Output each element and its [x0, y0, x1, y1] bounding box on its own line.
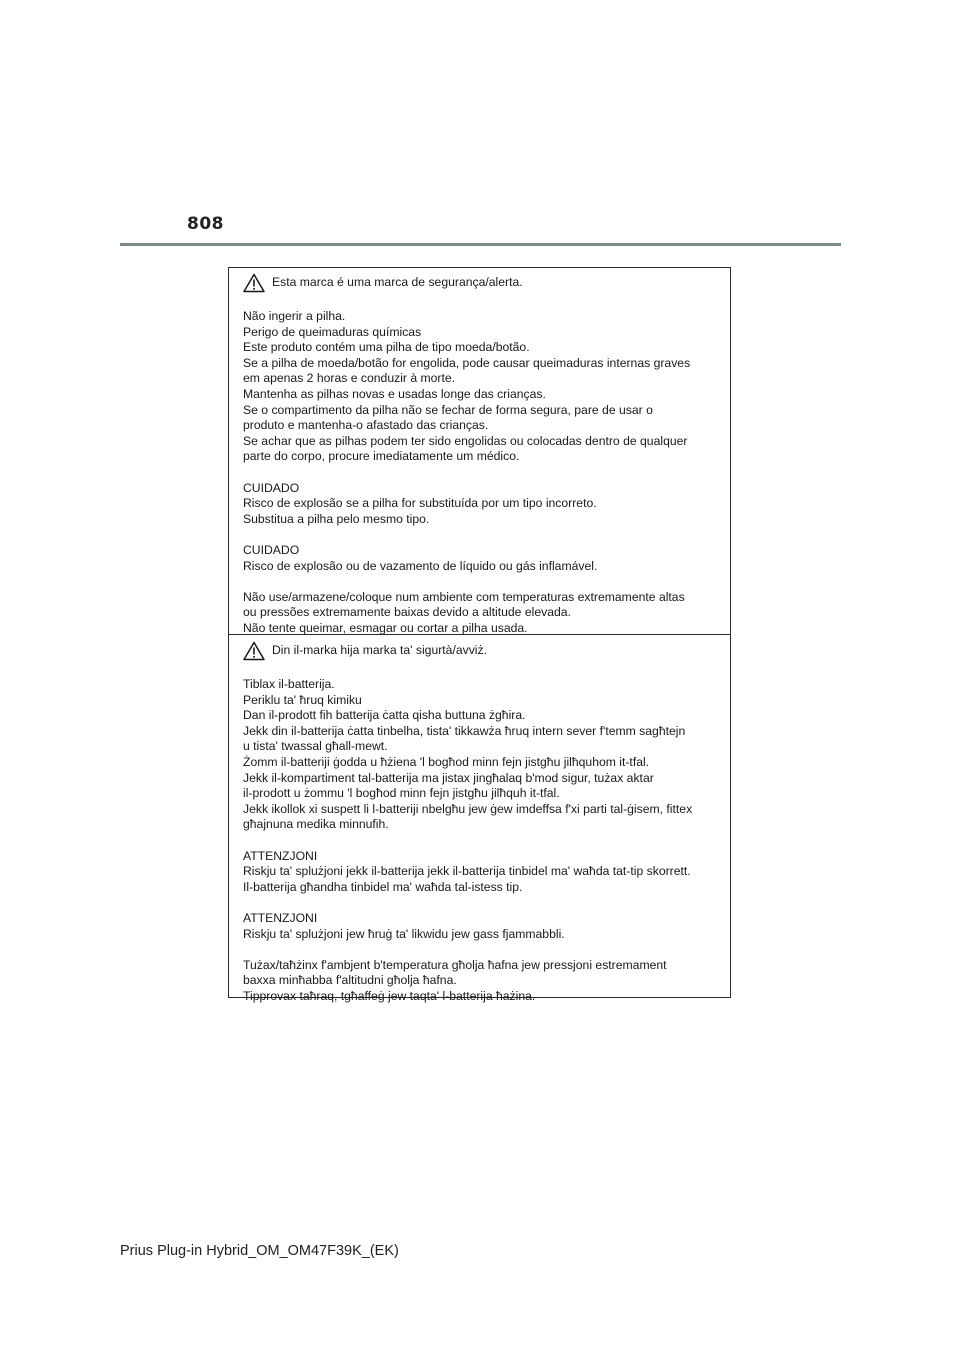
text-line: baxxa minħabba f'altitudni għolja ħafna. [243, 973, 457, 988]
text-line: Tipprovax taħraq, tgħaffeġ jew taqta' l-batterija ħażina. [243, 988, 536, 1003]
text-line: Dan il-prodott fih batterija ċatta qisha buttuna żgħira. [243, 708, 526, 723]
paragraph-caution-leak [243, 911, 716, 942]
warning-label: Din il-marka hija marka ta' sigurtà/avviż. [272, 643, 487, 657]
battery-safety-notice [228, 267, 731, 1003]
warning-label: Esta marca é uma marca de segurança/alerta. [272, 275, 523, 289]
text-line: Não use/armazene/coloque num ambiente com temperaturas extremamente altas [243, 589, 685, 604]
maltese-section [229, 634, 730, 1003]
text-line: Se o compartimento da pilha não se fechar de forma segura, pare de usar o [243, 402, 653, 417]
text-line: Riskju ta' splużjoni jew ħruġ ta' likwidu jew gass fjammabbli. [243, 926, 565, 941]
warning-label-row [243, 271, 716, 297]
text-line: Tiblax il-batterija. [243, 677, 335, 691]
text-line: CUIDADO [243, 542, 300, 557]
document-footer: Prius Plug-in Hybrid_OM_OM47F39K_(EK) [120, 1243, 399, 1259]
text-line: produto e mantenha-o afastado das crianças. [243, 418, 489, 433]
text-line: Riskju ta' splużjoni jekk il-batterija jekk il-batterija tinbidel ma' waħda tat-tip skorrett. [243, 864, 691, 879]
text-line: Jekk il-kompartiment tal-batterija ma jistax jingħalaq b'mod sigur, tużax aktar [243, 770, 654, 785]
text-line: Não tente queimar, esmagar ou cortar a pilha usada. [243, 620, 528, 635]
text-line: Periklu ta' ħruq kimiku [243, 692, 362, 707]
warning-label-row [243, 639, 716, 665]
paragraph-swallow-warning [243, 677, 716, 833]
text-line: Este produto contém uma pilha de tipo moeda/botão. [243, 340, 530, 355]
text-line: Risco de explosão se a pilha for substituída por um tipo incorreto. [243, 496, 597, 511]
text-line: Não ingerir a pilha. [243, 309, 346, 323]
warning-triangle-icon [243, 641, 265, 661]
paragraph-environment [243, 590, 716, 637]
paragraph-environment [243, 958, 716, 1005]
text-line: em apenas 2 horas e conduzir à morte. [243, 371, 456, 386]
text-line: parte do corpo, procure imediatamente um médico. [243, 449, 520, 464]
text-line: ATTENZJONI [243, 910, 318, 925]
text-line: Perigo de queimaduras químicas [243, 324, 422, 339]
paragraph-caution-replacement [243, 849, 716, 896]
page-number: 808 [187, 214, 224, 234]
text-line: Mantenha as pilhas novas e usadas longe das crianças. [243, 386, 546, 401]
text-line: Risco de explosão ou de vazamento de líquido ou gás inflamável. [243, 558, 598, 573]
text-line: ATTENZJONI [243, 848, 318, 863]
text-line: u tista' twassal għall-mewt. [243, 739, 388, 754]
warning-triangle-icon [243, 273, 265, 293]
text-line: CUIDADO [243, 480, 300, 495]
text-line: Jekk din il-batterija ċatta tinbelha, tista' tikkawża ħruq intern sever f'temm sagħtejn [243, 723, 686, 738]
text-line: Jekk ikollok xi suspett li l-batteriji nbelgħu jew ġew imdeffsa f'xi parti tal-ġisem, fittex [243, 801, 693, 816]
portuguese-section [229, 268, 730, 634]
text-line: Żomm il-batteriji ġodda u ħżiena 'l bogħod minn fejn jistgħu jilħquhom it-tfal. [243, 754, 650, 769]
text-line: Il-batterija għandha tinbidel ma' waħda tal-istess tip. [243, 879, 523, 894]
text-line: Tużax/taħżinx f'ambjent b'temperatura għolja ħafna jew pressjoni estremament [243, 957, 667, 972]
text-line: Se a pilha de moeda/botão for engolida, pode causar queimaduras internas graves [243, 355, 691, 370]
header-divider [120, 243, 841, 246]
paragraph-caution-replacement [243, 481, 716, 528]
text-line: Substitua a pilha pelo mesmo tipo. [243, 511, 430, 526]
text-line: Se achar que as pilhas podem ter sido engolidas ou colocadas dentro de qualquer [243, 433, 688, 448]
text-line: ou pressões extremamente baixas devido a altitude elevada. [243, 605, 571, 620]
text-line: il-prodott u żommu 'l bogħod minn fejn jistgħu jilħquh it-tfal. [243, 786, 560, 801]
paragraph-caution-leak [243, 543, 716, 574]
paragraph-swallow-warning [243, 309, 716, 465]
text-line: għajnuna medika minnufih. [243, 817, 389, 832]
